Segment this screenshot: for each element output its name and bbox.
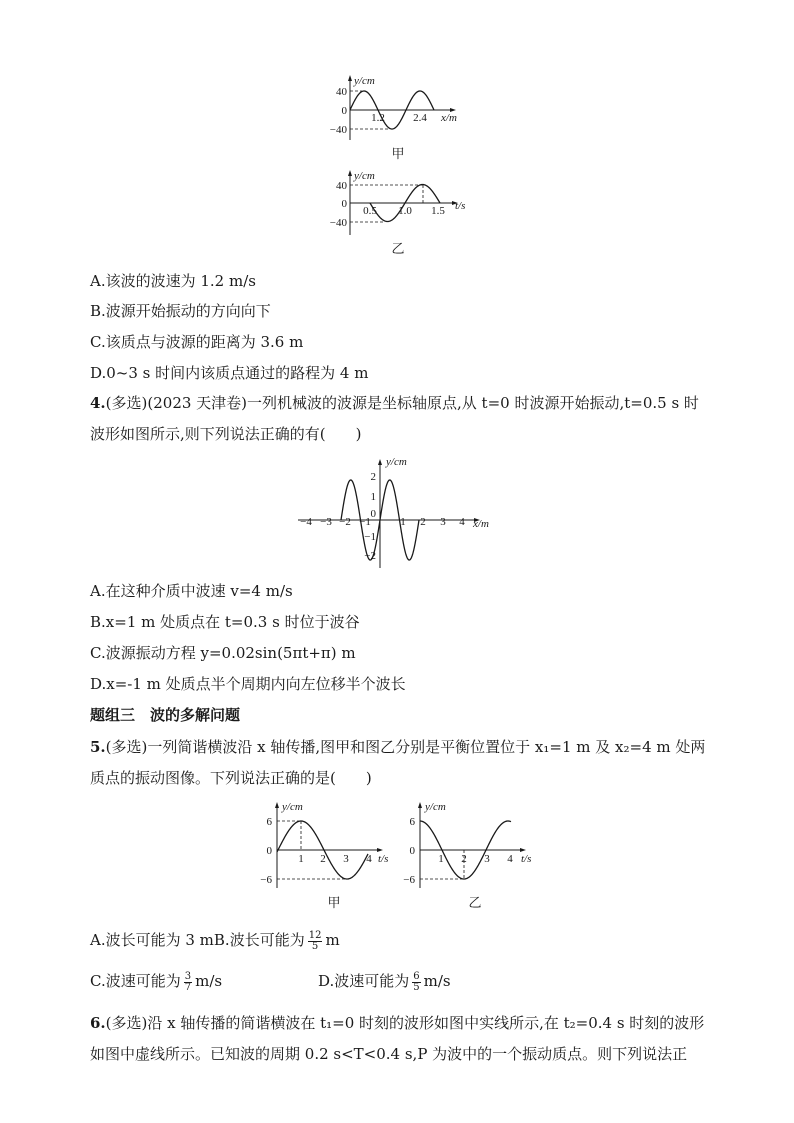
q5-option-d: D.波速可能为 $\frac{6}{5}$ m/s <box>318 970 451 993</box>
fig1-xlabel: x/m <box>441 112 457 124</box>
q3-option-c: C.该质点与波源的距离为 3.6 m <box>90 333 304 351</box>
fig3-xtick: −2 <box>339 516 351 528</box>
fig5-xtick: 2 <box>461 853 467 865</box>
q4-stem-line2: 波形如图所示,则下列说法正确的有( ) <box>90 425 362 443</box>
fig1-caption: 甲 <box>391 146 405 161</box>
fig5-ylabel: y/cm <box>425 801 446 813</box>
fig5-xtick: 1 <box>438 853 444 865</box>
fig1-ytick: 40 <box>336 86 347 98</box>
figure-yi-vibration <box>320 165 490 260</box>
fig3-ytick: 2 <box>370 471 376 483</box>
fig5-ytick: −6 <box>403 874 415 886</box>
figure-q5-jia <box>250 798 400 913</box>
fig3-xtick: −1 <box>359 516 371 528</box>
q5-option-c-fraction: $\frac{3}{7}$ <box>184 970 192 993</box>
fig2-ytick: 0 <box>341 198 347 210</box>
figure-q5-yi <box>393 798 543 913</box>
q5-option-d-fraction: $\frac{6}{5}$ <box>413 970 420 993</box>
fig2-xlabel: t/s <box>455 200 466 212</box>
q3-option-d: D.0~3 s 时间内该质点通过的路程为 4 m <box>90 364 369 382</box>
fig4-xtick: 1 <box>298 853 304 865</box>
q4-stem-line1: 4.(多选)(2023 天津卷)一列机械波的波源是坐标轴原点,从 t=0 时波源开始振动,t=0.5 s 时 <box>90 394 699 412</box>
q5-option-a: A.波长可能为 3 m <box>90 931 214 949</box>
fig2-xtick: 1.0 <box>398 205 412 217</box>
fig2-xtick: 1.5 <box>431 205 445 217</box>
q4-number: 4. <box>90 394 106 412</box>
fig1-xtick: 1.2 <box>371 112 385 124</box>
fig4-xtick: 3 <box>343 853 349 865</box>
fig3-xtick: −3 <box>320 516 332 528</box>
q6-stem-line1: 6.(多选)沿 x 轴传播的简谐横波在 t₁=0 时刻的波形如图中实线所示,在 t₂=0.4 s 时刻的波形 <box>90 1014 705 1032</box>
fig5-xtick: 4 <box>507 853 513 865</box>
fig2-xtick: 0.5 <box>363 205 377 217</box>
q4-option-c: C.波源振动方程 y=0.02sin(5πt+π) m <box>90 644 356 662</box>
fig5-xlabel: t/s <box>521 853 532 865</box>
q5-option-c: C.波速可能为 $\frac{3}{7}$ m/s <box>90 970 223 993</box>
fig2-caption: 乙 <box>391 241 405 256</box>
fig1-xtick: 2.4 <box>413 112 427 124</box>
figure-q4-wave <box>295 455 505 570</box>
fig2-ytick: −40 <box>329 217 347 229</box>
fig4-xtick: 4 <box>366 853 372 865</box>
fig3-xtick: −4 <box>300 516 312 528</box>
fig1-ylabel: y/cm <box>354 75 375 87</box>
fig4-ytick: 6 <box>266 816 272 828</box>
fig3-ytick: −2 <box>364 550 376 562</box>
fig3-ytick: 1 <box>370 491 376 503</box>
fig1-ytick: 0 <box>341 105 347 117</box>
q4-option-b: B.x=1 m 处质点在 t=0.3 s 时位于波谷 <box>90 613 360 631</box>
q5-number: 5. <box>90 738 106 756</box>
fig3-ytick: −1 <box>364 531 376 543</box>
fig5-ytick: 0 <box>409 845 415 857</box>
fig5-caption: 乙 <box>468 895 482 910</box>
q6-stem-line2: 如图中虚线所示。已知波的周期 0.2 s<T<0.4 s,P 为波中的一个振动质点。则下列说法正 <box>90 1045 688 1063</box>
fig4-ylabel: y/cm <box>282 801 303 813</box>
q3-option-a: A.该波的波速为 1.2 m/s <box>90 272 256 290</box>
q5-stem-line1: 5.(多选)一列简谐横波沿 x 轴传播,图甲和图乙分别是平衡位置位于 x₁=1 m 及 x₂=4 m 处两 <box>90 738 706 756</box>
fig2-ytick: 40 <box>336 180 347 192</box>
q5-option-b-fraction: $\frac{12}{5}$ <box>308 929 322 952</box>
q6-number: 6. <box>90 1014 106 1032</box>
q4-option-d: D.x=-1 m 处质点半个周期内向左位移半个波长 <box>90 675 406 693</box>
q4-option-a: A.在这种介质中波速 v=4 m/s <box>90 582 293 600</box>
fig4-ytick: −6 <box>260 874 272 886</box>
fig2-ylabel: y/cm <box>354 170 375 182</box>
fig3-xtick: 2 <box>420 516 426 528</box>
fig3-xtick: 4 <box>459 516 465 528</box>
fig3-ytick: 0 <box>370 508 376 520</box>
fig3-xtick: 3 <box>440 516 446 528</box>
fig5-ytick: 6 <box>409 816 415 828</box>
q5-options-ab: A.波长可能为 3 mB.波长可能为 $\frac{12}{5}$ m <box>90 929 340 952</box>
fig3-xlabel: x/m <box>473 518 489 530</box>
fig4-ytick: 0 <box>266 845 272 857</box>
fig1-ytick: −40 <box>329 124 347 136</box>
fig4-xlabel: t/s <box>378 853 389 865</box>
fig3-ylabel: y/cm <box>386 456 407 468</box>
q3-option-b: B.波源开始振动的方向向下 <box>90 302 271 320</box>
fig4-caption: 甲 <box>327 895 341 910</box>
group3-title: 题组三 波的多解问题 <box>90 706 241 724</box>
fig5-xtick: 3 <box>484 853 490 865</box>
q5-stem-line2: 质点的振动图像。下列说法正确的是( ) <box>90 769 372 787</box>
fig3-xtick: 1 <box>400 516 406 528</box>
q5-option-b: B.波长可能为 <box>213 931 305 949</box>
fig4-xtick: 2 <box>320 853 326 865</box>
figure-jia-wave <box>320 70 480 165</box>
